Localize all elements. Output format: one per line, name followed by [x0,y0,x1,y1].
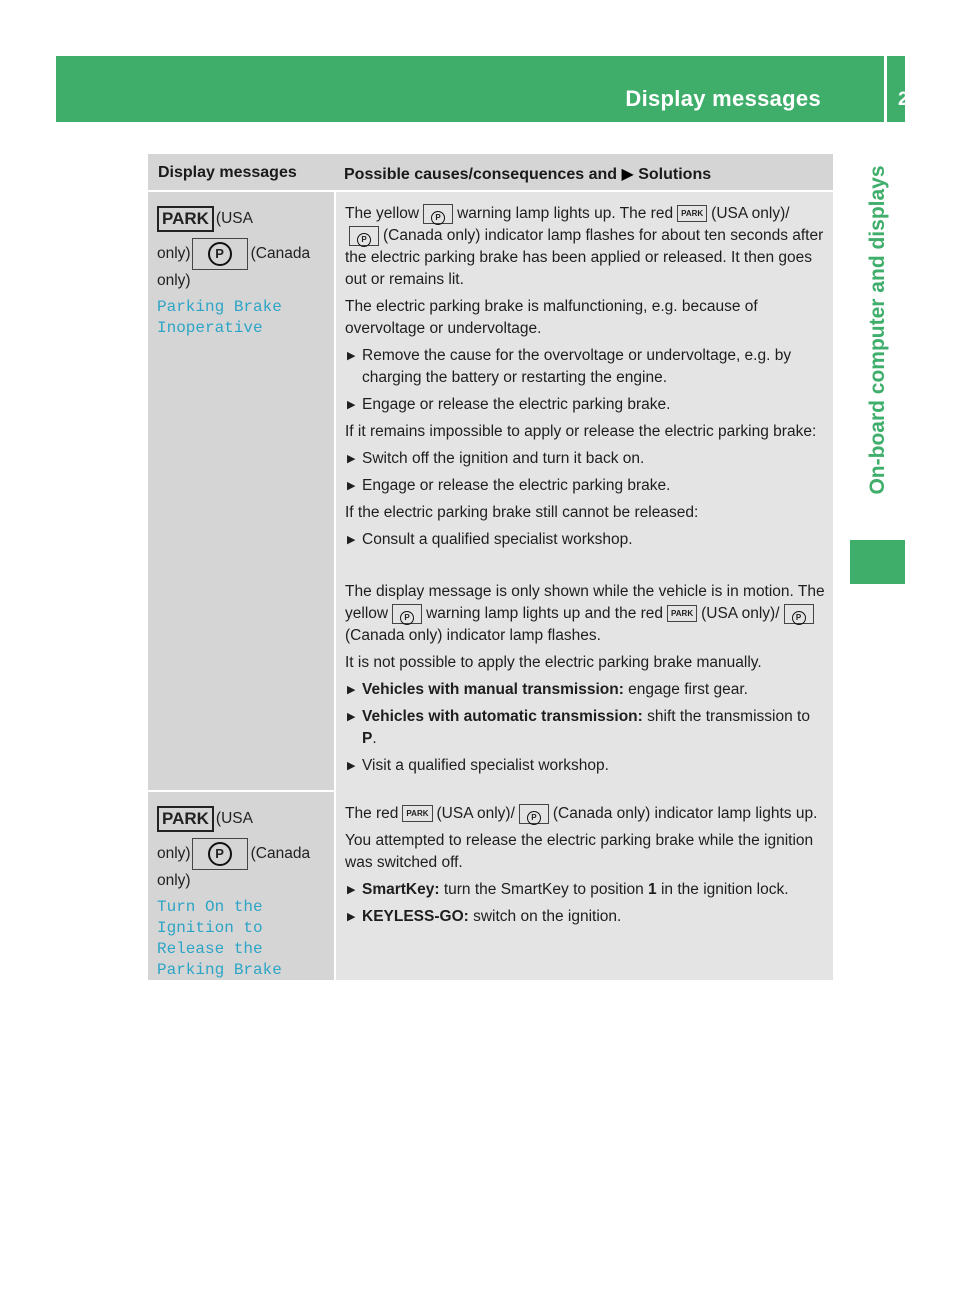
park-icon: PARK [157,206,214,232]
play-triangle-icon: ▶ [347,760,356,772]
play-triangle-icon: ▶ [347,911,356,923]
parking-brake-p-icon: P [392,604,422,624]
park-icon: PARK [667,605,697,622]
step-item: ▶ Engage or release the electric parking brake. [345,394,827,416]
side-marker [850,540,905,584]
parking-brake-p-icon: P [423,204,453,224]
display-messages-table [148,154,833,980]
running-title: Display messages [625,86,821,111]
col-header-solutions: Possible causes/consequences and ▶ Solutions [344,166,712,183]
solution-cell: The red PARK (USA only)/ P (Canada only) indicator lamp lights up. You attempted to release the electric parking brake while the ignition was switched off. ▶ SmartKey: turn the SmartKey to position 1 in the ignition lock. ▶ KEYLESS-GO: switch on the ignition. [336,792,833,980]
message-text: Parking Brake Inoperative [157,298,282,337]
parking-brake-p-icon: P [519,804,549,824]
park-icon: PARK [402,805,432,822]
step-item: ▶ KEYLESS-GO: switch on the ignition. [345,906,827,928]
table-row [148,192,833,790]
play-triangle-icon: ▶ [347,884,356,896]
table-header [148,154,833,190]
page-number: 215 [898,89,930,110]
col-header-display-messages: Display messages [158,164,297,181]
display-message-cell: PARK (USA only) P (Canada only) Parking Brake Inoperative [148,192,334,790]
step-item: ▶ Visit a qualified specialist workshop. [345,755,827,777]
step-item: ▶ Vehicles with automatic transmission: shift the transmission to P. [347,708,810,747]
step-item: ▶ Consult a qualified specialist workshop. [345,529,827,551]
display-message-cell: PARK (USA only) P (Canada only) Turn On the Ignition to Release the Parking Brake [148,792,334,980]
step-item: ▶ SmartKey: turn the SmartKey to position 1 in the ignition lock. [345,879,827,901]
play-triangle-icon: ▶ [347,480,356,492]
step-item: ▶ Vehicles with manual transmission: engage first gear. [345,679,827,701]
park-icon: PARK [157,806,214,832]
play-triangle-icon: ▶ [347,453,356,465]
play-triangle-icon: ▶ [347,534,356,546]
table-row [148,792,833,980]
step-item: ▶ Switch off the ignition and turn it back on. [345,448,827,470]
step-item: ▶ Remove the cause for the overvoltage or undervoltage, e.g. by charging the battery or restarting the engine. [347,347,792,386]
play-triangle-icon: ▶ [347,350,356,362]
park-icon: PARK [677,205,707,222]
step-item: ▶ Engage or release the electric parking brake. [345,475,827,497]
parking-brake-p-icon: P [784,604,814,624]
play-triangle-icon: ▶ [347,399,356,411]
header-bar [56,56,930,122]
header-divider [884,56,887,122]
side-tab-label: On-board computer and displays [866,165,889,495]
message-text: Turn On the Ignition to Release the Parking Brake [157,898,282,979]
parking-brake-p-icon: P [349,226,379,246]
play-triangle-icon: ▶ [347,711,356,723]
parking-brake-p-icon: P [192,238,248,270]
play-triangle-icon: ▶ [347,684,356,696]
parking-brake-p-icon: P [192,838,248,870]
solution-cell: The display message is only shown while the vehicle is in motion. The yellow P warning lamp lights up and the red PARK (USA only)/ P(Canada only) indicator lamp flashes. It is not possible to apply the electric parking brake manually. ▶ Vehicles with manual transmission: engage first gear. ▶ Vehicles with automatic transmission: shift the transmission to P. ▶ Visit a qualified specialist workshop. [336,570,833,796]
solution-cell: The yellow P warning lamp lights up. The red PARK (USA only)/P (Canada only) indicator lamp flashes for about ten seconds after the electric parking brake has been applied or released. It then goes out or remains lit. The electric parking brake is malfunctioning, e.g. because of overvoltage or undervoltage. ▶ Remove the cause for the overvoltage or undervoltage, e.g. by charging the battery or restarting the engine. ▶ Engage or release the electric parking brake. If it remains impossible to apply or release the electric parking brake: ▶ Switch off the ignition and turn it back on. ▶ Engage or release the electric parking brake. If the electric parking brake still cannot be released: ▶ Consult a qualified specialist workshop. [336,192,833,570]
play-triangle-icon: ▶ [621,166,634,183]
